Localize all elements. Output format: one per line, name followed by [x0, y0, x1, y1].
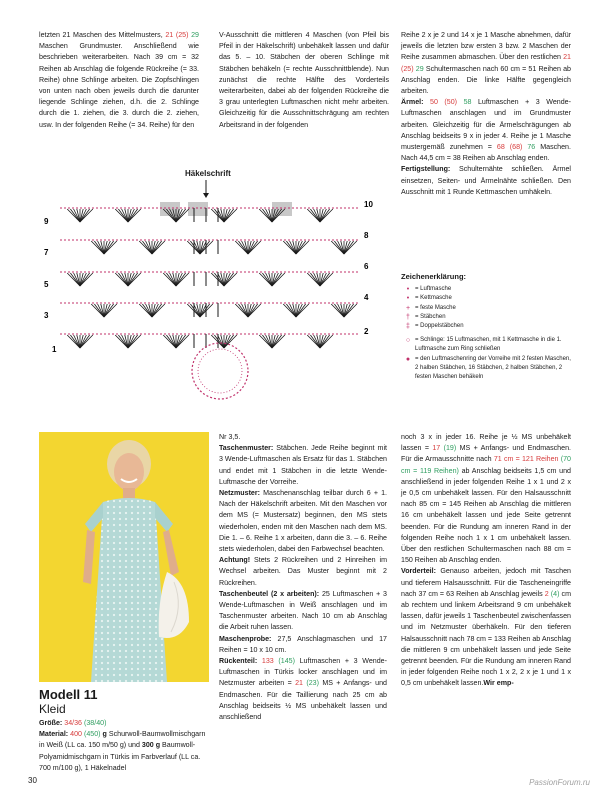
- legend-item: † = Stäbchen: [401, 313, 571, 322]
- row-number-right: 6: [364, 262, 369, 271]
- stitch-fan: [307, 335, 333, 348]
- paragraph: Ärmel: 50 (50) 58 Luftmaschen + 3 Wende-Luftmaschen anschlagen und im Grundmuster arbeiten. Gleichzeitig für die Ärmelschrägungen ab Anschlag beidseits 9 x in jeder 4. Reihe je 1 Masche mustergemäß zunehmen = 68 (68) 76 Maschen. Nach 44,5 cm = 38 Reihen ab Anschlag enden.: [401, 98, 571, 163]
- watermark: PassionForum.ru: [529, 778, 590, 787]
- paragraph: Taschenbeutel (2 x arbeiten): 25 Luftmaschen + 3 Wende-Luftmaschen in Weiß anschlagen und im Taschenmuster arbeiten. Nach 10 cm ab Anschlag die Arbeit ruhen lassen.: [219, 589, 387, 632]
- stitch-fan: [259, 335, 285, 348]
- legend-item: ● = den Luftmaschenring der Vorreihe mit 2 festen Maschen, 2 halben Stäbchen, 16 Stäbchen, 2 halben Stäbchen, 2 festen Maschen behäkeln: [401, 355, 571, 383]
- row-number-left: 1: [52, 345, 57, 354]
- stitch-fan: [211, 273, 237, 286]
- legend-item: • = Luftmasche: [401, 285, 571, 294]
- row-number-left: 3: [44, 311, 49, 320]
- stitch-fan: [91, 241, 117, 254]
- row-number-right: 4: [364, 293, 369, 302]
- stitch-fan: [211, 209, 237, 222]
- crochet-diagram: [30, 166, 390, 426]
- row-number-left: 9: [44, 217, 49, 226]
- stitch-fan: [259, 273, 285, 286]
- stitch-fan: [67, 209, 93, 222]
- stitch-fan: [235, 241, 261, 254]
- stitch-fan: [331, 241, 357, 254]
- model-photo: [39, 432, 209, 682]
- row-number-right: 2: [364, 327, 369, 336]
- stitch-fan: [91, 304, 117, 317]
- stitch-fan: [163, 335, 189, 348]
- stitch-fan: [115, 209, 141, 222]
- treble-crochet-icon: ‡: [406, 323, 410, 331]
- stitch-fan: [307, 273, 333, 286]
- paragraph: noch 3 x in jeder 16. Reihe je ½ MS unbehäkelt lassen = 17 (19) MS + Anfangs- und Endmaschen. Für die Armausschnitte nach 71 cm = 121 Reihen (70 cm = 119 Reihen) ab Anschlag beidseits 1,5 cm und anschließend in jeder folgenden Reihe 1 x 1 und 2 x je 0,5 cm unbehäkelt lassen. Für den Halsausschnitt nach 85 cm = 145 Reihen ab Anschlag die mittleren 16 cm unbehäkelt lassen und jede Seite getrennt beenden. Für die Rundung am inneren Rand in der folgenden Reihe noch 1 x 1 cm unbehäkelt lassen. Über den restlichen Schultermaschen nach 88 cm = 150 Reihen ab Anschlag enden.: [401, 433, 571, 565]
- stitch-fan: [139, 304, 165, 317]
- text-column-top-right: [401, 30, 571, 198]
- size-line: Größe: 34/36 (38/40): [39, 719, 107, 727]
- stitch-fan: [235, 304, 261, 317]
- stitch-fan: [187, 241, 213, 254]
- text-column-bottom-right: [401, 432, 571, 690]
- loop-icon: ○: [405, 337, 411, 345]
- stitch-fan: [283, 241, 309, 254]
- text-column-top-middle: [219, 30, 389, 131]
- paragraph: V-Ausschnitt die mittleren 4 Maschen (von Pfeil bis Pfeil in der Häkelschrift) unbehäkelt lassen und dafür das 5. – 10. Stäbchen der oberen Schlinge mit Stäbchen behäkeln (= rechte Ausschnittblende). Nun zunächst die rechte Hälfte des Vorderteils weiterarbeiten, dabei ab der folgenden Rückreihe die 3 grau unterlegten Luftmaschen nicht mehr arbeiten. Gleichzeitig für die Ausschnittschrägung am rechten Arbeitsrand in der folgenden: [219, 31, 389, 129]
- text-column-top-left: [39, 30, 199, 131]
- loop-ring-inner: [198, 349, 242, 393]
- legend-item: ‡ = Doppelstäbchen: [401, 322, 571, 331]
- model-name: Kleid: [39, 702, 66, 716]
- paragraph: Netzmuster: Maschenanschlag teilbar durch 6 + 1. Nach der Häkelschrift arbeiten. Mit den Maschen vor dem MS (= Mustersatz) beginnen, den MS stets wiederholen, enden mit den Maschen nach dem MS. Die 1. – 6. Reihe 1 x arbeiten, dann die 3. – 6. Reihe stets wiederholen, dabei den Farbwechsel beachten.: [219, 489, 387, 554]
- row-number-left: 5: [44, 280, 49, 289]
- paragraph: Nr 3,5.: [219, 433, 241, 441]
- chain-stitch-icon: •: [406, 286, 410, 294]
- single-crochet-icon: +: [405, 304, 411, 312]
- legend: [401, 272, 571, 382]
- legend-item: ○ = Schlinge: 15 Luftmaschen, mit 1 Kettmasche in die 1. Luftmasche zum Ring schließen: [401, 336, 571, 354]
- stitch-fan: [283, 304, 309, 317]
- material-line: Material: 400 (450) g Schurwoll-Baumwollmischgarn in Weiß (LL ca. 150 m/50 g) und 300 g Baumwoll-Polyamidmischgarn in Türkis im Farbverlauf (LL ca. 700 m/100 g), 1 Häkelnadel: [39, 730, 206, 772]
- paragraph: Taschenmuster: Stäbchen. Jede Reihe beginnt mit 3 Wende-Luftmaschen als Ersatz für das 1. Stäbchen und endet mit 1 Stäbchen in die letzte Wende-Luftmasche der Vorreihe.: [219, 444, 387, 486]
- loop-ring: [192, 343, 248, 399]
- paragraph: Maschenprobe: 27,5 Anschlagmaschen und 17 Reihen = 10 x 10 cm.: [219, 634, 387, 654]
- paragraph: Fertigstellung: Schulternähte schließen. Ärmel einsetzen, Seiten- und Ärmelnähte schließen. Den Ausschnitt mit 1 Runde Kettmaschen umhäkeln.: [401, 165, 571, 196]
- stitch-fan: [115, 335, 141, 348]
- stitch-fan: [163, 273, 189, 286]
- paragraph: Achtung! Stets 2 Rückreihen und 2 Hinreihen im Wechsel arbeiten. Das Muster beginnt mit 2 Rückreihen.: [219, 556, 387, 587]
- stitch-fan: [139, 241, 165, 254]
- model-number: Modell 11: [39, 687, 98, 702]
- stitch-rows: [60, 208, 360, 348]
- stitch-fan: [307, 209, 333, 222]
- double-crochet-icon: †: [406, 313, 410, 321]
- row-number-left: 7: [44, 248, 49, 257]
- stitch-fan: [67, 273, 93, 286]
- row-number-right: 8: [364, 231, 369, 240]
- paragraph: Rückenteil: 133 (145) Luftmaschen + 3 Wende-Luftmaschen in Türkis locker anschlagen und im Netzmuster arbeiten = 21 (23) MS + Anfangs- und Endmaschen. Für die Taillierung nach 25 cm ab Anschlag beidseits ½ MS unbehäkelt lassen und anschließend: [219, 657, 387, 722]
- stitch-fan: [331, 304, 357, 317]
- page-number: 30: [28, 776, 37, 785]
- legend-title: Zeichenerklärung:: [401, 272, 467, 281]
- grey-cell: [188, 202, 208, 216]
- paragraph: letzten 21 Maschen des Mittelmusters, 21 (25) 29 Maschen Grundmuster. Anschließend wie beschrieben weiterarbeiten. Nach 39 cm = 32 Reihen ab Anschlag die folgende Rückreihe (= 33. Reihe) ohne Schlinge arbeiten. Die Zopfschlingen von unten nach oben jeweils durch die darunter liegende Schlinge ziehen, d.h. die 2. Schlinge durch die 1. ziehen, die 3. durch die 2. ziehen, usw. In der folgenden Reihe (= 34. Reihe) für den: [39, 31, 199, 129]
- text-column-bottom-middle: [219, 432, 387, 723]
- paragraph: Reihe 2 x je 2 und 14 x je 1 Masche abnehmen, dafür jeweils die letzten bzw ersten 3 bzw. 2 Maschen der Reihe zusammen abmaschen. Über den restlichen 21 (25) 29 Schultermaschen nach 60 cm = 51 Reihen ab Anschlag enden. Die linke Hälfte gegengleich arbeiten.: [401, 31, 571, 96]
- paragraph: Vorderteil: Genauso arbeiten, jedoch mit Taschen und tieferem Halsausschnitt. Für die Tascheneingriffe nach 37 cm = 63 Reihen ab Anschlag jeweils 2 (4) cm ab rechtem und linkem Arbeitsrand 9 cm unbehäkelt lassen, dafür jeweils 1 Taschenbeutel zwischenfassen und im Netzmuster überhäkeln. Für den tieferen Halsausschnitt nach 78 cm = 133 Reihen ab Anschlag die mittleren 9 cm unbehäkelt lassen und jede Seite getrennt beenden. Für die Rundung am inneren Rand in jeder folgenden Reihe noch 1 x 2, 2 x je 1 und 1 x 0,5 cm unbehäkelt lassen.Wir emp-: [401, 567, 571, 688]
- legend-item: + = feste Masche: [401, 304, 571, 313]
- stitch-fan: [115, 273, 141, 286]
- slip-stitch-icon: •: [406, 295, 410, 303]
- row-number-right: 10: [364, 200, 373, 209]
- stitch-fan: [67, 335, 93, 348]
- arrow-down-icon: [203, 193, 209, 198]
- diagram-title: Häkelschrift: [185, 169, 231, 178]
- model-info: [39, 718, 207, 774]
- filled-loop-icon: ●: [405, 355, 411, 363]
- dress-illustration: [39, 432, 209, 682]
- legend-item: • = Kettmasche: [401, 294, 571, 303]
- stitch-fan: [187, 304, 213, 317]
